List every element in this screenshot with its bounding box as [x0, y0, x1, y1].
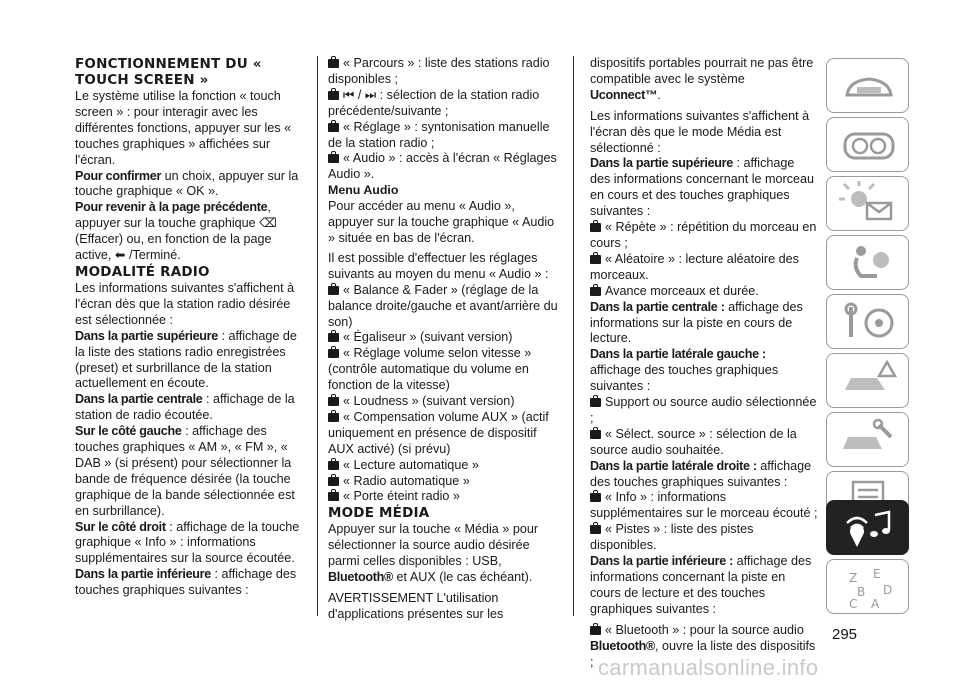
media-top-paragraph: Dans la partie supérieure : affichage des informations concernant le morceau en cours et des touches graphiques suivantes :	[590, 156, 815, 219]
list-item: « Réglage volume selon vitesse » (contrôle automatique du volume en fonction de la vitesse)	[328, 346, 532, 393]
bullet-icon	[590, 626, 601, 635]
column-divider	[573, 56, 574, 616]
car-service-icon[interactable]	[826, 412, 909, 467]
back-label: Pour revenir à la page précédente	[75, 200, 268, 215]
list-item: « Porte éteint radio »	[328, 489, 560, 505]
media-paragraph: Appuyer sur la touche « Média » pour sélectionner la source audio désirée parmi celles disponibles : USB, Bluetooth® et AUX (le cas échéant).	[328, 522, 539, 585]
bullet-icon	[590, 287, 601, 296]
confirm-label: Pour confirmer	[75, 168, 162, 183]
list-item: ⏮ / ⏭ : sélection de la station radio précédente/suivante ;	[328, 87, 540, 118]
back-paragraph	[75, 200, 300, 264]
dashboard-gauges-icon[interactable]	[826, 117, 909, 172]
radio-top-label: Dans la partie supérieure	[75, 328, 218, 343]
compat-paragraph: dispositifs portables pourrait ne pas être compatible avec le système Uconnect™.	[590, 56, 814, 102]
back-text: , appuyer sur la touche graphique ⌫ (Effacer) ou, en fonction de la page active, ⬅ /Terminé.	[75, 200, 277, 263]
page-number: 295	[832, 626, 858, 643]
radio-bottom-label: Dans la partie inférieure	[75, 567, 211, 582]
bullet-icon	[328, 492, 339, 501]
bullet-icon	[590, 493, 601, 502]
list-item: « Loudness » (suivant version)	[328, 394, 560, 410]
radio-left-label: Sur le côté gauche	[75, 424, 182, 439]
radio-heading: MODALITÉ RADIO	[75, 263, 210, 280]
svg-text:C: C	[849, 597, 858, 611]
bullet-icon	[328, 397, 339, 406]
list-item: « Égaliseur » (suivant version)	[328, 330, 560, 346]
bullet-icon	[328, 91, 339, 100]
list-item: « Pistes » : liste des pistes disponibles.	[590, 522, 754, 553]
bullet-icon	[590, 255, 601, 264]
confirm-paragraph	[75, 169, 300, 201]
menu-audio-settings-paragraph: Il est possible d'effectuer les réglages suivants au moyen du menu « Audio » :	[328, 250, 549, 281]
radio-intro: Les informations suivantes s'affichent à l'écran dès que la station radio désirée est sélectionnée :	[75, 280, 295, 327]
bullet-icon	[590, 223, 601, 232]
column-2	[328, 56, 560, 623]
bullet-icon	[328, 286, 339, 295]
radio-right-text: : affichage de la touche graphique « Info » : informations supplémentaires sur la source écoutée.	[75, 519, 300, 566]
radio-right-label: Sur le côté droit	[75, 519, 166, 534]
radio-bottom-text: : affichage des touches graphiques suivantes :	[75, 567, 297, 598]
radio-left-paragraph	[75, 424, 300, 519]
confirm-text: un choix, appuyer sur la touche graphique « OK ».	[75, 168, 299, 199]
media-left-paragraph: Dans la partie latérale gauche : affichage des touches graphiques suivantes :	[590, 347, 779, 394]
list-item: Support ou source audio sélectionnée ;	[590, 395, 817, 425]
menu-audio-heading: Menu Audio	[328, 183, 399, 198]
radio-center-text: : affichage de la station de radio écoutée.	[75, 392, 295, 423]
media-info-intro: Les informations suivantes s'affichent à l'écran dès que le mode Média est sélectionné :	[590, 108, 810, 155]
airbag-seat-icon[interactable]	[826, 235, 909, 290]
list-item: « Répète » : répétition du morceau en cours ;	[590, 220, 817, 250]
bullet-icon	[328, 154, 339, 163]
column-divider	[317, 56, 318, 616]
radio-left-text: : affichage des touches graphiques « AM », « FM », « DAB » (si présent) pour sélectionner la bande de fréquence désirée (la touche graphique de la bande sélectionnée est en surbrillance).	[75, 424, 295, 518]
list-item: « Compensation volume AUX » (actif uniquement en présence de dispositif AUX activé) (si prévu)	[328, 409, 549, 456]
media-center-paragraph: Dans la partie centrale : affichage des informations sur la piste en cours de lecture.	[590, 299, 803, 346]
watermark: carmanualsonline.info	[598, 655, 819, 680]
radio-center-paragraph	[75, 392, 300, 424]
bullet-icon	[590, 525, 601, 534]
media-bottom-paragraph: Dans la partie inférieure : affichage des informations concernant la piste en cours de lecture et des touches graphiques suivantes :	[590, 554, 812, 616]
radio-top-text: : affichage de la liste des stations radio enregistrées (preset) et surbrillance de la station actuellement en écoute.	[75, 328, 297, 391]
radio-right-paragraph	[75, 520, 300, 568]
radio-bottom-paragraph	[75, 567, 300, 599]
radio-top-paragraph	[75, 329, 300, 393]
column-1	[75, 56, 300, 599]
car-dashboard-icon[interactable]	[826, 58, 909, 113]
alphabetical-index-icon[interactable]	[826, 559, 909, 614]
bullet-icon	[328, 477, 339, 486]
list-item: « Bluetooth » : pour la source audio Bluetooth®, ouvre la liste des dispositifs ;	[590, 622, 816, 669]
svg-text:E: E	[873, 567, 881, 581]
bullet-icon	[328, 123, 339, 132]
car-breakdown-icon[interactable]	[826, 353, 909, 408]
list-item: « Lecture automatique »	[328, 458, 560, 474]
media-heading: MODE MÉDIA	[328, 505, 430, 522]
svg-text:A: A	[871, 597, 880, 611]
touch-screen-heading: FONCTIONNEMENT DU « TOUCH SCREEN »	[75, 56, 262, 88]
svg-text:B: B	[857, 585, 866, 599]
radio-center-label: Dans la partie centrale	[75, 392, 203, 407]
menu-audio-paragraph: Pour accéder au menu « Audio », appuyer sur la touche graphique « Audio » située en bas de l'écran.	[328, 199, 555, 245]
bullet-icon	[328, 461, 339, 470]
list-item: « Réglage » : syntonisation manuelle de la station radio ;	[328, 119, 550, 150]
column-3	[590, 56, 818, 670]
multimedia-icon[interactable]	[826, 500, 909, 555]
svg-text:Z: Z	[849, 571, 858, 585]
bullet-icon	[328, 59, 339, 68]
warning-paragraph: AVERTISSEMENT L'utilisation d'applications présentes sur les	[328, 591, 504, 621]
list-item: « Audio » : accès à l'écran « Réglages Audio ».	[328, 151, 557, 182]
bullet-icon	[328, 349, 339, 358]
list-item: « Balance & Fader » (réglage de la balance droite/gauche et avant/arrière du son)	[328, 282, 558, 329]
list-item: Avance morceaux et durée.	[590, 284, 818, 300]
list-item: « Info » : informations supplémentaires sur le morceau écouté ;	[590, 490, 818, 521]
bullet-icon	[590, 430, 601, 439]
bullet-icon	[328, 333, 339, 342]
list-item: « Radio automatique »	[328, 474, 560, 490]
bullet-icon	[328, 413, 339, 422]
media-right-paragraph: Dans la partie latérale droite : affichage des touches graphiques suivantes :	[590, 458, 812, 489]
touch-intro: Le système utilise la fonction « touch screen » : pour interagir avec les différentes fonctions, appuyer sur les « touches graphiques » affichées sur l'écran.	[75, 89, 292, 167]
list-item: « Sélect. source » : sélection de la source audio souhaitée.	[590, 426, 797, 457]
bullet-icon	[590, 398, 601, 407]
list-item: « Aléatoire » : lecture aléatoire des morceaux.	[590, 251, 799, 282]
steering-wrench-icon[interactable]	[826, 294, 909, 349]
list-item: « Parcours » : liste des stations radio disponibles ;	[328, 56, 550, 86]
lights-mail-icon[interactable]	[826, 176, 909, 231]
svg-text:D: D	[883, 583, 893, 597]
